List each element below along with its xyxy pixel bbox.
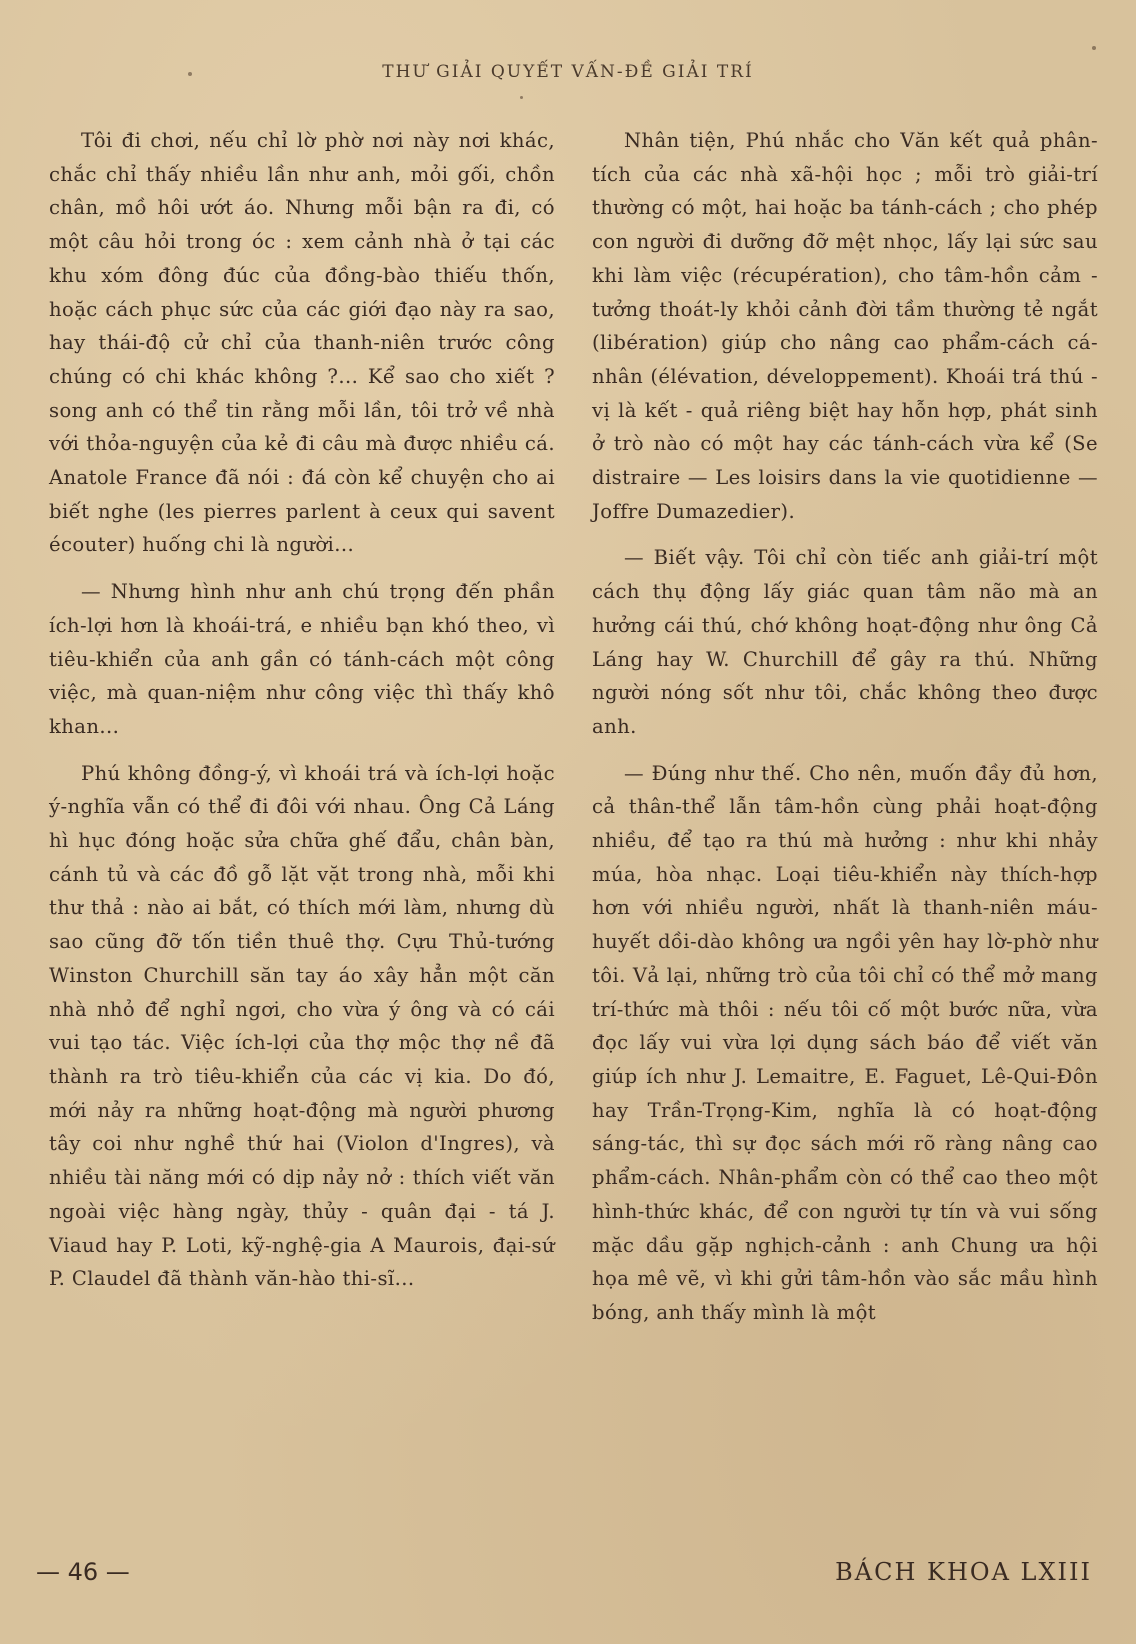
page-number: — 46 — [36,1558,130,1586]
paragraph: — Đúng như thế. Cho nên, muốn đầy đủ hơn, cả thân-thể lẫn tâm-hồn cùng phải hoạt-động nhiều, để tạo ra thú mà hưởng : như khi nhảy múa, hòa nhạc. Loại tiêu-khiển này thích-hợp hơn với nhiều người, nhất là thanh-niên máu-huyết dồi-dào không ưa ngồi yên hay lờ-phờ như tôi. Vả lại, những trò của tôi chỉ có thể mở mang trí-thức mà thôi : nếu tôi cố một bước nữa, vừa đọc lấy vui vừa lợi dụng sách báo để viết văn giúp ích như J. Lemaitre, E. Faguet, Lê-Qui-Đôn hay Trần-Trọng-Kim, nghĩa là có hoạt-động sáng-tác, thì sự đọc sách mới rõ ràng nâng cao phẩm-cách. Nhân-phẩm còn có thể cao theo một hình-thức khác, để con người tự tín và vui sống mặc dầu gặp nghịch-cảnh : anh Chung ưa hội họa mê vẽ, vì khi gửi tâm-hồn vào sắc mầu hình bóng, anh thấy mình là một [592,761,1098,1324]
paper-speck [520,96,523,99]
paragraph: Nhân tiện, Phú nhắc cho Văn kết quả phân-tích của các nhà xã-hội học ; mỗi trò giải-trí thường có một, hai hoặc ba tánh-cách ; cho phép con người đi dưỡng đỡ mệt nhọc, lấy lại sức sau khi làm việc (récupération), cho tâm-hồn cảm - tưởng thoát-ly khỏi cảnh đời tầm thường tẻ ngắt (libération) giúp cho nâng cao phẩm-cách cá-nhân (élévation, développement). Khoái trá thú - vị là kết - quả riêng biệt hay hỗn hợp, phát sinh ở trò nào có một hay các tánh-cách vừa kể (Se distraire — Les loisirs dans la vie quotidienne — Joffre Dumazedier). [592,129,1098,523]
left-column [49,124,555,1296]
page-footer [0,1558,1136,1598]
paper-speck [1092,46,1096,50]
paragraph: Tôi đi chơi, nếu chỉ lờ phờ nơi này nơi khác, chắc chỉ thấy nhiều lần như anh, mỏi gối, chồn chân, mồ hôi ướt áo. Nhưng mỗi bận ra đi, có một câu hỏi trong óc : xem cảnh nhà ở tại các khu xóm đông đúc của đồng-bào thiếu thốn, hoặc cách phục sức của các giới đạo này ra sao, hay thái-độ cử chỉ của thanh-niên trước công chúng có chi khác không ?... Kể sao cho xiết ? song anh có thể tin rằng mỗi lần, tôi trở về nhà với thỏa-nguyện của kẻ đi câu mà được nhiều cá. Anatole France đã nói : đá còn kể chuyện cho ai biết nghe (les pierres parlent à ceux qui savent écouter) huống chi là người... [49,129,555,557]
journal-name: BÁCH KHOA LXIII [835,1558,1092,1586]
right-column [592,124,1098,1330]
paragraph: Phú không đồng-ý, vì khoái trá và ích-lợi hoặc ý-nghĩa vẫn có thể đi đôi với nhau. Ông Cả Láng hì hục đóng hoặc sửa chữa ghế đẩu, chân bàn, cánh tủ và các đồ gỗ lặt vặt trong nhà, mỗi khi thư thả : nào ai bắt, có thích mới làm, nhưng dù sao cũng đỡ tốn tiền thuê thợ. Cựu Thủ-tướng Winston Churchill săn tay áo xây hẳn một căn nhà nhỏ để nghỉ ngơi, cho vừa ý ông và có cái vui tạo tác. Việc ích-lợi của thợ mộc thợ nề đã thành ra trò tiêu-khiển của các vị kia. Do đó, mới nảy ra những hoạt-động mà người phương tây coi như nghề thứ hai (Violon d'Ingres), và nhiều tài năng mới có dịp nảy nở : thích viết văn ngoài việc hàng ngày, thủy - quân đại - tá J. Viaud hay P. Loti, kỹ-nghệ-gia A Maurois, đại-sứ P. Claudel đã thành văn-hào thi-sĩ... [49,761,555,1291]
running-header: THƯ GIẢI QUYẾT VẤN-ĐỀ GIẢI TRÍ [382,62,754,82]
paragraph: — Nhưng hình như anh chú trọng đến phần ích-lợi hơn là khoái-trá, e nhiều bạn khó theo, vì tiêu-khiển của anh gần có tánh-cách một công việc, mà quan-niệm như công việc thì thấy khô khan... [49,580,555,738]
paragraph: — Biết vậy. Tôi chỉ còn tiếc anh giải-trí một cách thụ động lấy giác quan tâm não mà an hưởng cái thú, chớ không hoạt-động như ông Cả Láng hay W. Churchill để gây ra thú. Những người nóng sốt như tôi, chắc không theo được anh. [592,546,1098,738]
paper-speck [188,72,192,76]
